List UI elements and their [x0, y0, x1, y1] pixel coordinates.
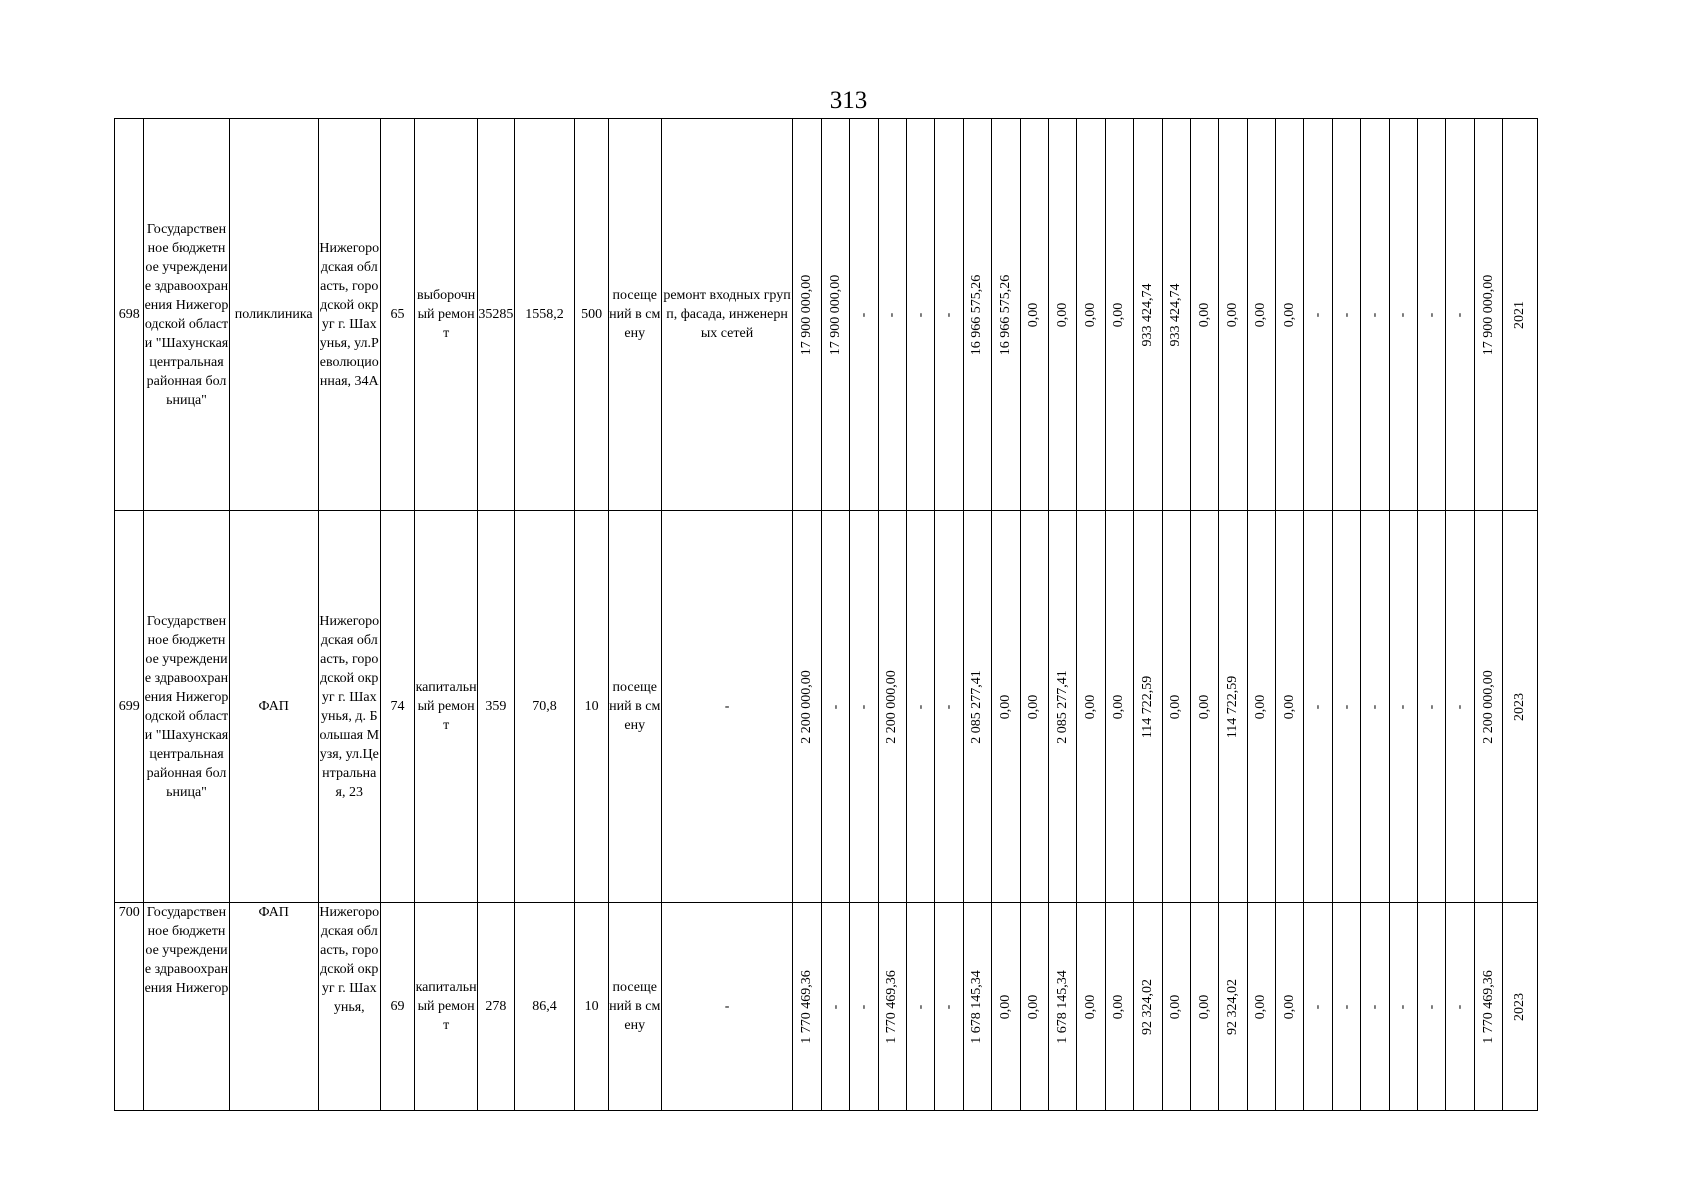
amount-value: -	[1452, 1004, 1468, 1009]
capacity-value: 500	[575, 119, 608, 511]
amount-cell	[1304, 119, 1332, 511]
amount-cell	[1077, 119, 1105, 511]
work-type: капитальный ремонт	[415, 903, 478, 1111]
amount-cell	[1077, 511, 1105, 903]
registry-code: 35285	[478, 119, 515, 511]
amount-value: 2 085 277,41	[969, 669, 985, 744]
amount-cell	[1474, 511, 1502, 903]
amount-cell	[1162, 511, 1190, 903]
work-description: -	[661, 903, 793, 1111]
amount-cell	[1389, 511, 1417, 903]
amount-value: -	[827, 704, 843, 709]
amount-cell	[1134, 903, 1162, 1111]
amount-value: 0,00	[1168, 694, 1184, 719]
facility-type: поликлиника	[229, 119, 318, 511]
amount-value: 92 324,02	[1139, 978, 1155, 1035]
amount-value: 0,00	[1225, 302, 1240, 327]
table-row	[115, 119, 1538, 511]
amount-value: -	[941, 704, 957, 709]
amount-cell	[878, 511, 906, 903]
amount-cell	[1020, 119, 1048, 511]
amount-cell	[1276, 119, 1304, 511]
amount-value: -	[855, 704, 871, 709]
year-value: 2023	[1512, 692, 1528, 721]
amount-value: -	[1338, 704, 1354, 709]
institution-name: Государственное бюджетное учреждение здравоохранения Нижегородской области "Шахунская центральная районная больница"	[144, 511, 229, 903]
amount-value: 2 085 277,41	[1054, 669, 1070, 744]
amount-value: 0,00	[1253, 302, 1269, 327]
amount-cell	[1048, 119, 1076, 511]
amount-value: -	[1423, 704, 1439, 709]
amount-cell	[850, 903, 878, 1111]
amount-value: 0,00	[997, 694, 1013, 719]
year-cell	[1503, 119, 1538, 511]
amount-value: 114 722,59	[1225, 675, 1240, 738]
amount-value: 0,00	[1083, 994, 1099, 1019]
amount-cell	[1048, 903, 1076, 1111]
amount-value: -	[1366, 312, 1382, 317]
amount-cell	[1446, 903, 1474, 1111]
amount-value: 1 770 469,36	[1480, 969, 1496, 1044]
row-number: 700	[115, 903, 144, 1111]
amount-cell	[793, 511, 821, 903]
facility-address: Нижегородская область, городской округ г. Шахунья, ул.Революционная, 34А	[318, 119, 380, 511]
amount-value: 0,00	[1253, 994, 1269, 1019]
amount-value: 0,00	[1196, 994, 1212, 1019]
amount-value: -	[912, 312, 928, 317]
year-value: 2021	[1512, 300, 1528, 329]
amount-value: 1 770 469,36	[884, 969, 900, 1044]
amount-value: -	[1310, 312, 1326, 317]
amount-cell	[878, 903, 906, 1111]
amount-value: -	[827, 1004, 843, 1009]
amount-cell	[1162, 903, 1190, 1111]
facility-type: ФАП	[229, 511, 318, 903]
register-table	[114, 118, 1538, 1111]
amount-cell	[1190, 119, 1218, 511]
amount-cell	[1474, 119, 1502, 511]
amount-value: -	[855, 312, 871, 317]
amount-cell	[963, 903, 991, 1111]
work-type: выборочный ремонт	[415, 119, 478, 511]
amount-value: 2 200 000,00	[884, 669, 900, 744]
amount-value: -	[1310, 1004, 1326, 1009]
amount-cell	[1332, 511, 1360, 903]
amount-cell	[1304, 903, 1332, 1111]
amount-value: -	[1423, 1004, 1439, 1009]
amount-cell	[992, 119, 1020, 511]
capacity-unit: посещений в смену	[608, 119, 661, 511]
amount-cell	[1105, 511, 1133, 903]
year-cell	[1503, 511, 1538, 903]
amount-cell	[935, 903, 963, 1111]
amount-cell	[992, 903, 1020, 1111]
capacity-value: 10	[575, 511, 608, 903]
capacity-value: 10	[575, 903, 608, 1111]
amount-value: -	[1366, 1004, 1382, 1009]
amount-cell	[850, 511, 878, 903]
amount-value: 0,00	[997, 994, 1013, 1019]
amount-cell	[992, 511, 1020, 903]
amount-value: 0,00	[1026, 302, 1042, 327]
amount-cell	[1474, 903, 1502, 1111]
amount-value: 17 900 000,00	[799, 274, 815, 355]
row-number: 699	[115, 511, 144, 903]
table-row	[115, 903, 1538, 1111]
amount-value: 16 966 575,26	[969, 274, 985, 355]
amount-cell	[1105, 903, 1133, 1111]
amount-cell	[1446, 119, 1474, 511]
amount-value: -	[1395, 312, 1411, 317]
amount-value: 0,00	[1281, 694, 1297, 719]
amount-cell	[1190, 903, 1218, 1111]
amount-cell	[1134, 511, 1162, 903]
amount-cell	[1134, 119, 1162, 511]
amount-value: -	[1423, 312, 1439, 317]
amount-value: -	[1395, 1004, 1411, 1009]
amount-cell	[850, 119, 878, 511]
floor-area: 1558,2	[514, 119, 575, 511]
amount-cell	[1247, 119, 1275, 511]
capacity-unit: посещений в смену	[608, 903, 661, 1111]
amount-value: 0,00	[1281, 994, 1297, 1019]
amount-value: 114 722,59	[1139, 675, 1155, 738]
amount-value: 1 770 469,36	[799, 969, 815, 1044]
amount-value: 0,00	[1253, 694, 1269, 719]
amount-cell	[1247, 903, 1275, 1111]
object-code: 65	[380, 119, 414, 511]
registry-code: 359	[478, 511, 515, 903]
amount-cell	[821, 511, 849, 903]
amount-cell	[1389, 119, 1417, 511]
object-code: 69	[380, 903, 414, 1111]
amount-cell	[1361, 119, 1389, 511]
amount-cell	[1332, 903, 1360, 1111]
institution-name: Государственное бюджетное учреждение здравоохранения Нижегор	[144, 903, 229, 1111]
amount-value: 0,00	[1111, 302, 1127, 327]
amount-value: 0,00	[1083, 302, 1099, 327]
amount-value: 2 200 000,00	[799, 669, 815, 744]
amount-value: 0,00	[1111, 994, 1127, 1019]
amount-cell	[1190, 511, 1218, 903]
amount-cell	[793, 903, 821, 1111]
amount-cell	[1361, 903, 1389, 1111]
work-description: ремонт входных групп, фасада, инженерных сетей	[661, 119, 793, 511]
amount-value: -	[941, 312, 957, 317]
floor-area: 70,8	[514, 511, 575, 903]
amount-cell	[1276, 511, 1304, 903]
amount-value: 16 966 575,26	[997, 274, 1013, 355]
capacity-unit: посещений в смену	[608, 511, 661, 903]
amount-cell	[907, 903, 935, 1111]
amount-value: -	[1395, 704, 1411, 709]
amount-value: 1 678 145,34	[1054, 969, 1070, 1044]
amount-cell	[907, 119, 935, 511]
amount-cell	[1418, 119, 1446, 511]
amount-cell	[907, 511, 935, 903]
amount-value: 0,00	[1168, 994, 1184, 1019]
floor-area: 86,4	[514, 903, 575, 1111]
amount-value: 17 900 000,00	[1480, 274, 1496, 355]
row-number: 698	[115, 119, 144, 511]
amount-cell	[1276, 903, 1304, 1111]
amount-cell	[963, 119, 991, 511]
amount-cell	[1446, 511, 1474, 903]
work-description: -	[661, 511, 793, 903]
amount-cell	[1077, 903, 1105, 1111]
amount-value: 0,00	[1026, 694, 1042, 719]
amount-value: 1 678 145,34	[969, 969, 985, 1044]
amount-cell	[963, 511, 991, 903]
amount-cell	[821, 903, 849, 1111]
page-number: 313	[829, 87, 868, 114]
amount-cell	[1304, 511, 1332, 903]
year-value: 2023	[1512, 992, 1528, 1021]
amount-value: 0,00	[1196, 694, 1212, 719]
amount-cell	[1219, 903, 1247, 1111]
amount-value: 17 900 000,00	[827, 274, 843, 355]
amount-value: 0,00	[1111, 694, 1127, 719]
facility-type: ФАП	[229, 903, 318, 1111]
object-code: 74	[380, 511, 414, 903]
amount-value: -	[884, 312, 900, 317]
amount-cell	[1020, 903, 1048, 1111]
amount-cell	[1105, 119, 1133, 511]
amount-cell	[1389, 903, 1417, 1111]
registry-code: 278	[478, 903, 515, 1111]
amount-cell	[935, 119, 963, 511]
facility-address: Нижегородская область, городской округ г. Шахунья, д. Большая Музя, ул.Центральная, 23	[318, 511, 380, 903]
amount-value: 0,00	[1196, 302, 1212, 327]
amount-value: -	[1366, 704, 1382, 709]
amount-cell	[1247, 511, 1275, 903]
amount-cell	[821, 119, 849, 511]
amount-value: 0,00	[1083, 694, 1099, 719]
amount-cell	[1332, 119, 1360, 511]
amount-value: -	[1310, 704, 1326, 709]
amount-value: -	[855, 1004, 871, 1009]
amount-cell	[878, 119, 906, 511]
amount-cell	[1048, 511, 1076, 903]
amount-value: -	[1338, 1004, 1354, 1009]
amount-value: -	[1452, 704, 1468, 709]
amount-cell	[1219, 511, 1247, 903]
facility-address: Нижегородская область, городской округ г. Шахунья,	[318, 903, 380, 1111]
amount-value: 0,00	[1281, 302, 1297, 327]
amount-value: -	[1452, 312, 1468, 317]
amount-cell	[1219, 119, 1247, 511]
amount-cell	[1361, 511, 1389, 903]
amount-value: -	[912, 1004, 928, 1009]
amount-value: 0,00	[1054, 302, 1070, 327]
amount-cell	[793, 119, 821, 511]
work-type: капитальный ремонт	[415, 511, 478, 903]
amount-value: 933 424,74	[1168, 283, 1184, 346]
amount-value: 2 200 000,00	[1480, 669, 1496, 744]
amount-cell	[1418, 511, 1446, 903]
amount-cell	[935, 511, 963, 903]
institution-name: Государственное бюджетное учреждение здравоохранения Нижегородской области "Шахунская центральная районная больница"	[144, 119, 229, 511]
year-cell	[1503, 903, 1538, 1111]
amount-value: 0,00	[1026, 994, 1042, 1019]
table-row	[115, 511, 1538, 903]
amount-cell	[1020, 511, 1048, 903]
amount-cell	[1162, 119, 1190, 511]
amount-value: 933 424,74	[1139, 283, 1155, 346]
amount-value: -	[912, 704, 928, 709]
amount-value: 92 324,02	[1225, 978, 1240, 1035]
amount-cell	[1418, 903, 1446, 1111]
amount-value: -	[1338, 312, 1354, 317]
amount-value: -	[941, 1004, 957, 1009]
